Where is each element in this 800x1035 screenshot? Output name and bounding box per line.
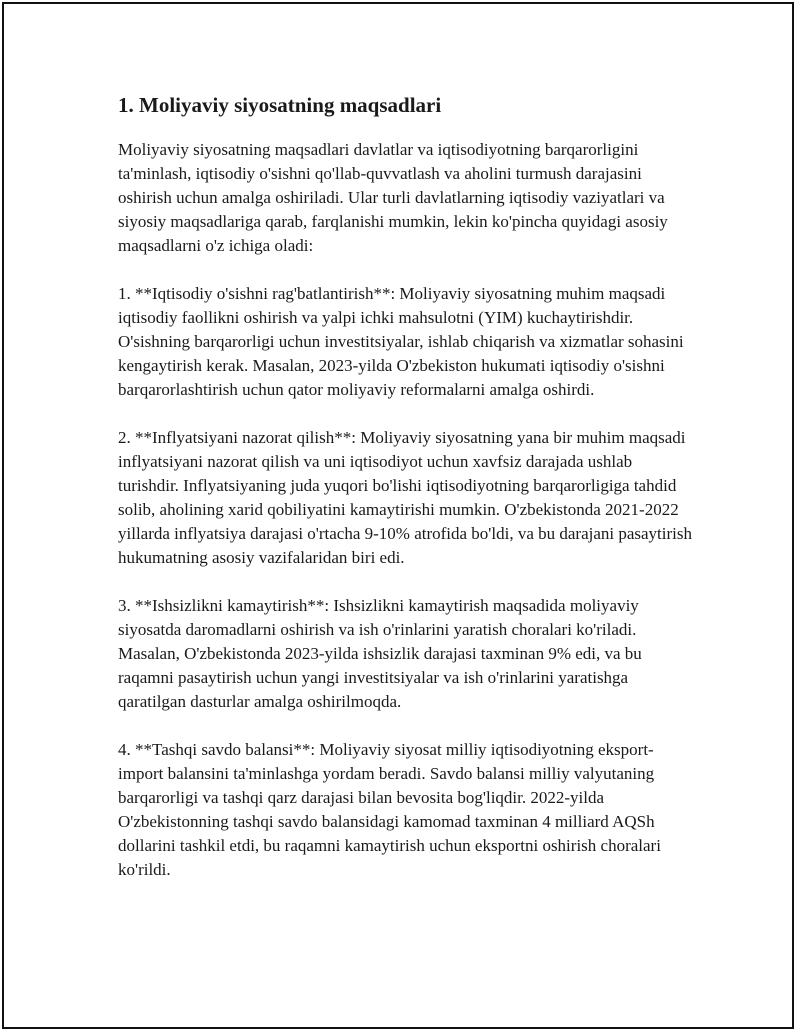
paragraph-economic-growth: 1. **Iqtisodiy o'sishni rag'batlantirish**: Moliyaviy siyosatning muhim maqsadi iqtisodiy faollikni oshirish va yalpi ichki mahsulotni (YIM) kuchaytirishdir. O'sishning barqarorligi uchun investitsiyalar, ishlab chiqarish va xizmatlar sohasini kengaytirish kerak. Masalan, 2023-yilda O'zbekiston hukumati iqtisodiy o'sishni barqarorlashtirish uchun qator moliyaviy reformalarni amalga oshirdi. xyxy=(118,284,684,399)
intro-paragraph: Moliyaviy siyosatning maqsadlari davlatlar va iqtisodiyotning barqarorligini ta'minlash, iqtisodiy o'sishni qo'llab-quvvatlash va aholini turmush darajasini oshirish uchun amalga oshiriladi. Ular turli davlatlarning iqtisodiy vaziyatlari va siyosiy maqsadlariga qarab, farqlanishi mumkin, lekin ko'pincha quyidagi asosiy maqsadlarni o'z ichiga oladi: xyxy=(118,140,668,255)
document-body xyxy=(118,90,693,906)
section-title: 1. Moliyaviy siyosatning maqsadlari xyxy=(118,93,442,117)
paragraph-unemployment: 3. **Ishsizlikni kamaytirish**: Ishsizlikni kamaytirish maqsadida moliyaviy siyosatda daromadlarni oshirish va ish o'rinlarini yaratish choralari ko'riladi. Masalan, O'zbekistonda 2023-yilda ishsizlik darajasi taxminan 9% edi, va bu raqamni pasaytirish uchun yangi investitsiyalar va ish o'rinlarini yaratishga qaratilgan dasturlar amalga oshirilmoqda. xyxy=(118,596,642,711)
paragraph-inflation-control: 2. **Inflyatsiyani nazorat qilish**: Moliyaviy siyosatning yana bir muhim maqsadi inflyatsiyani nazorat qilish va uni iqtisodiyot uchun xavfsiz darajada ushlab turishdir. Inflyatsiyaning juda yuqori bo'lishi iqtisodiyotning barqarorligiga tahdid solib, aholining xarid qobiliyatini kamaytirishi mumkin. O'zbekistonda 2021-2022 yillarda inflyatsiya darajasi o'rtacha 9-10% atrofida bo'ldi, va bu darajani pasaytirish hukumatning asosiy vazifalaridan biri edi. xyxy=(118,428,693,567)
paragraph-trade-balance: 4. **Tashqi savdo balansi**: Moliyaviy siyosat milliy iqtisodiyotning eksport-import balansini ta'minlashga yordam beradi. Savdo balansi milliy valyutaning barqarorligi va tashqi qarz darajasi bilan bevosita bog'liqdir. 2022-yilda O'zbekistonning tashqi savdo balansidagi kamomad taxminan 4 milliard AQSh dollarini tashkil etdi, bu raqamni kamaytirish uchun eksportni oshirish choralari ko'rildi. xyxy=(118,740,661,879)
